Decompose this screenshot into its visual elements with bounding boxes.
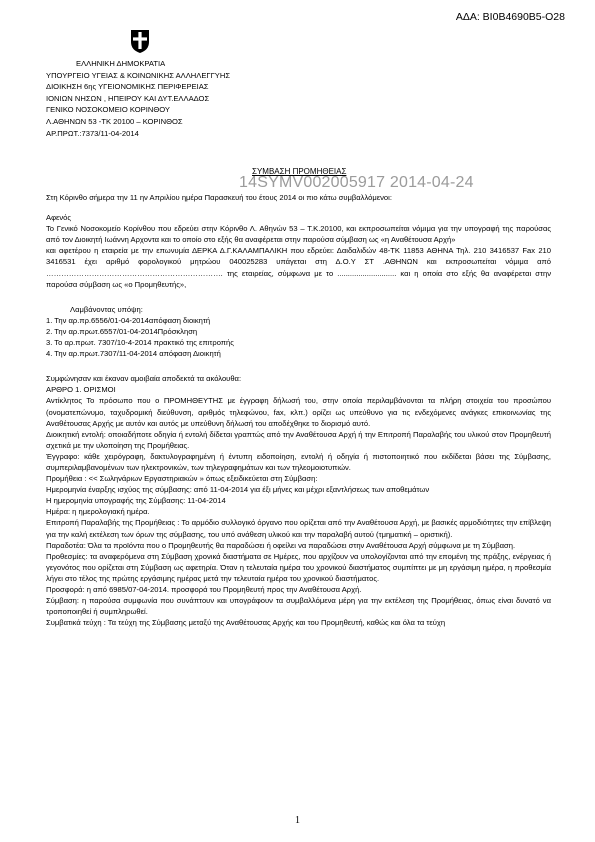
diavgeia-stamp: 14SYMV002005917 2014-04-24 <box>239 174 474 191</box>
letterhead-line: ΔΙΟΙΚΗΣΗ 6ης ΥΓΕΙΟΝΟΜΙΚΗΣ ΠΕΡΙΦΕΡΕΙΑΣ <box>46 82 209 92</box>
definition-paragraph: Προθεσμίες: τα αναφερόμενα στη Σύμβαση χρονικά διαστήματα σε Ημέρες, που αρχίζουν να υπολογίζονται από την επομένη της πράξης, ενέργειας ή γεγονότος που ορίζεται στη Σύμβαση ως αφετηρία. Όταν η τελευταία ημέρα του χρονικού διαστήματος συμπίπτει με μη εργάσιμη ημέρα, η προθεσμία λήγει στο τέλος της πρώτης εργάσιμης ημέρας μετά την τελευταία ημέρα του χρονικού διαστήματος. <box>46 551 551 583</box>
list-item: 3. Το αρ.πρωτ. 7307/10-4-2014 πρακτικό της επιτροπής <box>46 338 234 348</box>
party-hospital: Το Γενικό Νοσοκομείο Κορίνθου που εδρεύει στην Κόρινθο Λ. Αθηνών 53 – Τ.Κ.20100, και εκπροσωπείται νόμιμα για την υπογραφή της παρούσας από τον Διοικητή Ιωάννη Αρχοντα και το οποίο στο εξής θα αναφέρεται στην παρούσα σύμβαση ως «η Αναθέτουσα Αρχή» <box>46 224 551 245</box>
definition-paragraph: Συμβατικά τεύχη : Τα τεύχη της Σύμβασης μεταξύ της Αναθέτουσας Αρχής και του Προμηθευτή, καθώς και όλα τα τεύχη <box>46 618 446 628</box>
letterhead-line: ΙΟΝΙΩΝ ΝΗΣΩΝ , ΗΠΕΙΡΟΥ ΚΑΙ ΔΥΤ.ΕΛΛΑΔΟΣ <box>46 93 210 103</box>
definition-paragraph: Επιτροπή Παραλαβής της Προμήθειας : Το αρμόδιο συλλογικό όργανο που ορίζεται από την Αναθέτουσα Αρχή, με βασικές αρμοδιότητες την επίβλεψη για την καλή εκτέλεση των όρων της σύμβασης, του υπό ανάθεση υλικού και την παραλαβή αυτού (τμηματική – οριστική). <box>46 518 551 539</box>
considering-list <box>46 315 551 359</box>
greek-emblem-icon <box>127 28 153 54</box>
definition-paragraph: Προμήθεια : << Σωληνάριων Εργαστηριακών » όπως εξειδικεύεται στη Σύμβαση: <box>46 474 318 484</box>
letterhead-line: ΓΕΝΙΚΟ ΝΟΣΟΚΟΜΕΙΟ ΚΟΡΙΝΘΟΥ <box>46 105 170 115</box>
party-supplier: και αφετέρου η εταιρεία με την επωνυμία ΔΕΡΚΑ Δ.Γ.ΚΑΛΑΜΠΑΛΙΚΗ που εδρεύει: Δαιδαλιδών 48-ΤΚ 11853 ΑΘΗΝΑ Τηλ. 210 3416537 Fax 210 3416531 έχει αριθμό φορολογικού μητρώου 040025283 υπάγεται στη Δ.Ο.Υ ΣΤ .ΑΘΗΝΩΝ και εκπροσωπείται νόμιμα από ……………………………………………………………. της εταιρείας, σύμφωνα με το ............................ και η οποία στο εξής θα αναφέρεται στην παρούσα σύμβαση ως «ο Προμηθευτής», <box>46 246 551 289</box>
definition-paragraph: Σύμβαση: η παρούσα συμφωνία που συνάπτουν και υπογράφουν τα συμβαλλόμενα μέρη για την εκτέλεση της Προμήθειας, όπως είναι δυνατό να τροποποιηθεί ή συμπληρωθεί. <box>46 596 551 617</box>
considering-heading: Λαμβάνοντας υπόψη: <box>70 304 143 314</box>
document-title: ΣΥΜΒΑΣΗ ΠΡΟΜΗΘΕΙΑΣ <box>252 167 347 176</box>
opening-line: Στη Κόρινθο σήμερα την 11 ην Απριλίου ημέρα Παρασκευή του έτους 2014 οι πιο κάτω συμβαλλόμενοι: <box>46 193 392 202</box>
definition-paragraph: Έγγραφο: κάθε χειρόγραφη, δακτυλογραφημένη ή έντυπη ειδοποίηση, εντολή ή οδηγία ή πιστοποιητικό που εκδίδεται βάσει της Σύμβασης, συμπεριλαμβανομένων των ηλεκτρονικών, των τηλεγραφημάτων και των τηλεομοιοτυπιών. <box>46 451 551 472</box>
definition-paragraph: Προσφορά: η από 6985/07-04-2014. προσφορά του Προμηθευτή προς την Αναθέτουσα Αρχή. <box>46 585 362 594</box>
definition-paragraph: Η ημερομηνία υπογραφής της Σύμβασης: 11-04-2014 <box>46 496 226 506</box>
document-body <box>46 192 551 628</box>
list-item: 4. Την αρ.πρωτ.7307/11-04-2014 απόφαση Διοικητή <box>46 349 221 359</box>
letterhead-line: ΑΡ.ΠΡΩΤ.:7373/11-04-2014 <box>46 128 139 138</box>
letterhead-line: ΕΛΛΗΝΙΚΗ ΔΗΜΟΚΡΑΤΙΑ <box>76 59 166 68</box>
definition-paragraph: Αντίκλητος Το πρόσωπο που ο ΠΡΟΜΗΘΕΥΤΗΣ με έγγραφη δήλωσή του, στην οποία περιλαμβάνονται τα πλήρη στοιχεία του προσώπου (ονοματεπώνυμο, ταχυδρομική διεύθυνση, αριθμός τηλεφώνου, fax, κλπ.) ορίζει ως υπεύθυνο για τις ενδεχόμενες ανάγκες επικοινωνίας της Αναθέτουσας Αρχής με αυτόν και αυτός με υπεύθυνη δήλωσή του αποδέχθηκε το διορισμό αυτό. <box>46 396 551 428</box>
definition-paragraph: Διοικητική εντολή: οποιαδήποτε οδηγία ή εντολή δίδεται γραπτώς από την Αναθέτουσα Αρχή ή την Επιτροπή Παραλαβής του υλικού στον Προμηθευτή σχετικά με την υλοποίηση της Προμήθειας. <box>46 429 551 450</box>
ada-code: ΑΔΑ: ΒΙ0Β4690Β5-Ο28 <box>455 11 565 23</box>
agreement-line: Συμφώνησαν και έκαναν αμοιβαία αποδεκτά τα ακόλουθα: <box>46 374 242 384</box>
letterhead <box>46 58 230 139</box>
article-heading: ΑΡΘΡΟ 1. ΟΡΙΣΜΟΙ <box>46 385 116 395</box>
definition-paragraph: Ημερομηνία έναρξης ισχύος της σύμβασης: από 11-04-2014 για έξι μήνες και μέχρι εξαντλήσεως των αποθεμάτων <box>46 485 430 495</box>
list-item: 1. Την αρ.πρ.6556/01-04-2014απόφαση διοικητή <box>46 315 211 325</box>
letterhead-line: ΥΠΟΥΡΓΕΙΟ ΥΓΕΙΑΣ & ΚΟΙΝΩΝΙΚΗΣ ΑΛΛΗΛΕΓΓΥΗΣ <box>46 70 231 80</box>
definition-paragraph: Παραδοτέα: Όλα τα προϊόντα που ο Προμηθευτής θα παραδώσει ή οφείλει να παραδώσει στην Αναθέτουσα Αρχή σύμφωνα με τη Σύμβαση. <box>46 540 516 550</box>
party-label: Αφενός <box>46 213 72 223</box>
definition-paragraph: Ημέρα: η ημερολογιακή ημέρα. <box>46 507 150 517</box>
page-number: 1 <box>295 815 300 826</box>
list-item: 2. Την αρ.πρωτ.6557/01-04-2014Πρόσκληση <box>46 326 198 336</box>
letterhead-line: Λ.ΑΘΗΝΩΝ 53 -ΤΚ 20100 – ΚΟΡΙΝΘΟΣ <box>46 116 183 126</box>
